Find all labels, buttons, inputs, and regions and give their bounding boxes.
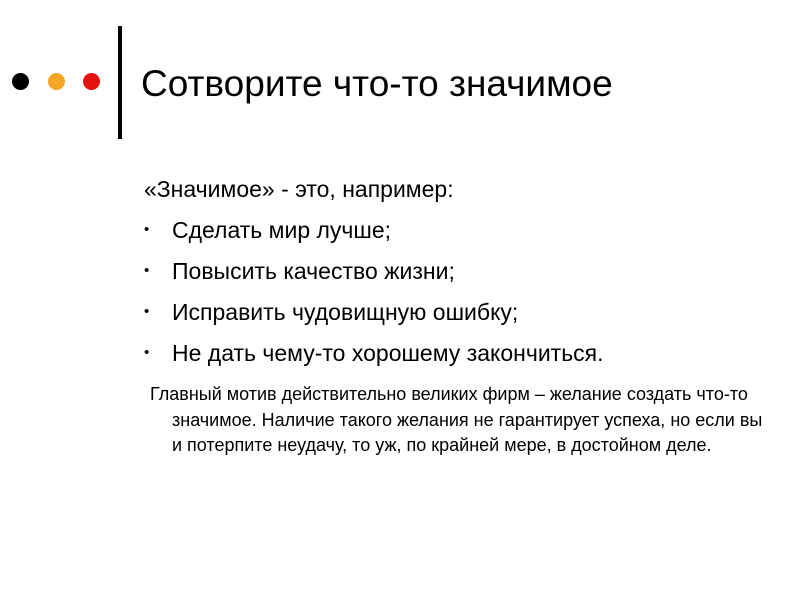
bullet-text: Исправить чудовищную ошибку; xyxy=(172,299,519,325)
bullet-text: Сделать мир лучше; xyxy=(172,217,392,243)
bullet-item xyxy=(144,215,784,256)
bullet-icon: • xyxy=(144,221,150,238)
intro-text: «Значимое» - это, например: xyxy=(144,176,454,202)
bullet-icon: • xyxy=(144,262,150,279)
bullet-item xyxy=(144,256,784,297)
bullet-text: Не дать чему-то хорошему закончиться. xyxy=(172,340,604,366)
black-dot-icon xyxy=(12,73,29,90)
slide-body xyxy=(144,174,784,379)
slide-title: Сотворите что-то значимое xyxy=(141,63,613,104)
bullet-icon: • xyxy=(144,303,150,320)
red-dot-icon xyxy=(83,73,100,90)
orange-dot-icon xyxy=(48,73,65,90)
title-divider xyxy=(118,26,122,139)
bullet-item xyxy=(144,297,784,338)
bullet-text: Повысить качество жизни; xyxy=(172,258,455,284)
body-paragraph: Главный мотив действительно великих фирм – желание создать что-то значимое. Наличие такого желания не гарантирует успеха, но если вы и потерпите неудачу, то уж, по крайней мере, в достойном деле. xyxy=(150,384,763,455)
bullet-item xyxy=(144,338,784,379)
bullet-icon: • xyxy=(144,344,150,361)
decorative-dots xyxy=(12,73,102,93)
